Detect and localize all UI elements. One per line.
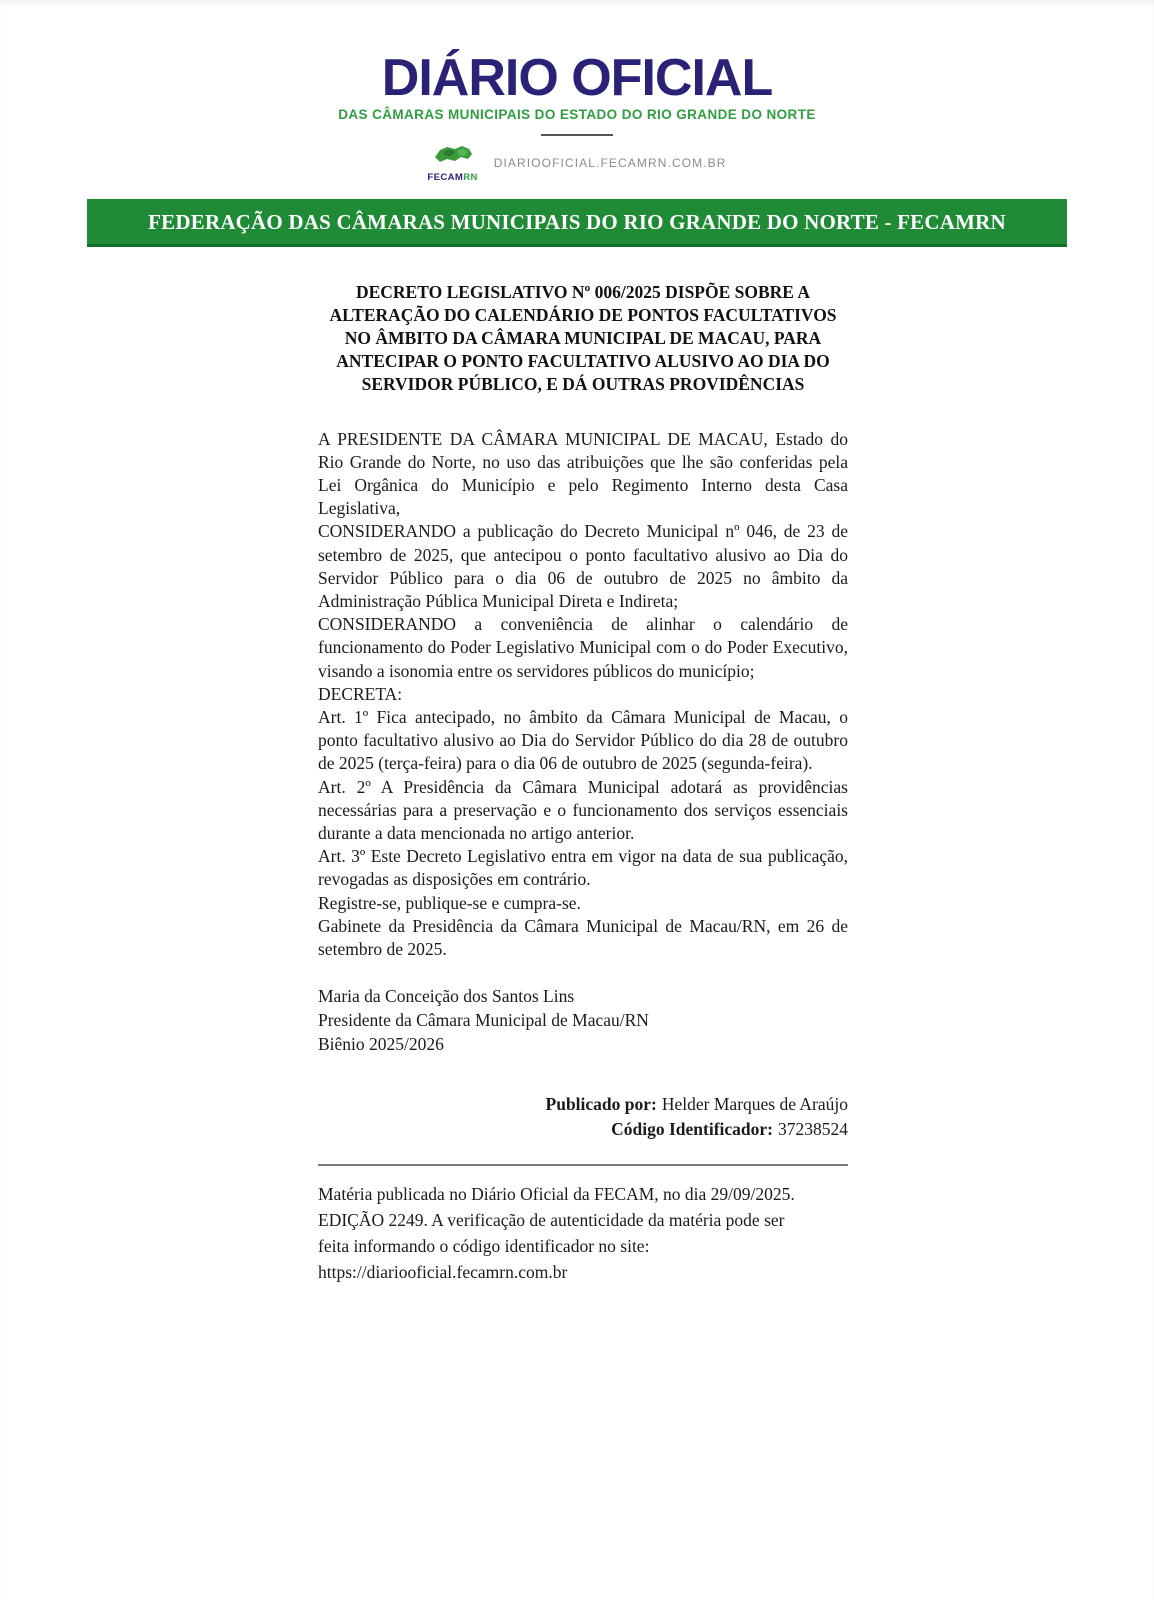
decree-paragraph-art-3: Art. 3º Este Decreto Legislativo entra em vigor na data de sua publicação, revogadas as disposições em contrário. (318, 846, 848, 890)
decree-content (318, 281, 848, 1286)
decree-title: DECRETO LEGISLATIVO Nº 006/2025 DISPÕE SOBRE A ALTERAÇÃO DO CALENDÁRIO DE PONTOS FACULTATIVOS NO ÂMBITO DA CÂMARA MUNICIPAL DE MACAU, PARA ANTECIPAR O PONTO FACULTATIVO ALUSIVO AO DIA DO SERVIDOR PÚBLICO, E DÁ OUTRAS PROVIDÊNCIAS (329, 281, 837, 394)
publication-info (318, 1092, 848, 1142)
masthead-divider (541, 134, 613, 136)
decree-body (318, 428, 848, 962)
code-identifier-value: 37238524 (778, 1119, 848, 1140)
footer-note-line-3: feita informando o código identificador no site: (318, 1236, 650, 1257)
published-by-value: Helder Marques de Araújo (661, 1094, 848, 1115)
decree-paragraph-preamble: A PRESIDENTE DA CÂMARA MUNICIPAL DE MACAU, Estado do Rio Grande do Norte, no uso das atribuições que lhe são conferidas pela Lei Orgânica do Município e pelo Regimento Interno desta Casa Legislativa, (318, 428, 848, 519)
federation-banner (87, 199, 1067, 247)
footer-divider (318, 1164, 848, 1166)
fecamrn-logo-text (427, 173, 477, 183)
federation-banner-text: FEDERAÇÃO DAS CÂMARAS MUNICIPAIS DO RIO GRANDE DO NORTE - FECAMRN (148, 209, 1006, 234)
footer-note (318, 1181, 848, 1285)
footer-note-line-1: Matéria publicada no Diário Oficial da FECAM, no dia 29/09/2025. (318, 1184, 795, 1205)
fecamrn-map-icon (431, 144, 475, 172)
decree-paragraph-considerando-1: CONSIDERANDO a publicação do Decreto Municipal nº 046, de 23 de setembro de 2025, que antecipou o ponto facultativo alusivo ao Dia do Servidor Público para o dia 06 de outubro de 2025 no âmbito da Administração Pública Municipal Direta e Indireta; (318, 521, 848, 611)
signature-block (318, 984, 848, 1056)
decree-paragraph-art-1: Art. 1º Fica antecipado, no âmbito da Câmara Municipal de Macau, o ponto facultativo alusivo ao Dia do Servidor Público do dia 28 de outubro de 2025 (terça-feira) para o dia 06 de outubro de 2025 (segunda-feira). (318, 706, 848, 774)
decree-paragraph-registre: Registre-se, publique-se e cumpra-se. (318, 892, 581, 913)
site-url-label: DIARIOOFICIAL.FECAMRN.COM.BR (493, 156, 727, 171)
signature-role: Presidente da Câmara Municipal de Macau/RN (318, 1010, 649, 1031)
decree-paragraph-art-2: Art. 2º A Presidência da Câmara Municipal adotará as providências necessárias para a preservação e o funcionamento dos serviços essenciais durante a data mencionada no artigo anterior. (318, 776, 848, 843)
code-identifier-line (318, 1117, 848, 1142)
fecam-logo-text-rn: RN (463, 172, 478, 183)
fecam-logo-text-fecam: FECAM (427, 172, 464, 183)
decree-paragraph-considerando-2: CONSIDERANDO a conveniência de alinhar o calendário de funcionamento do Poder Legislativo Municipal com o do Poder Executivo, visando a isonomia entre os servidores públicos do município; (318, 614, 848, 681)
signature-term: Biênio 2025/2026 (318, 1034, 444, 1055)
signature-name: Maria da Conceição dos Santos Lins (318, 986, 575, 1007)
masthead-title: DIÁRIO OFICIAL (381, 49, 773, 107)
published-by-label: Publicado por: (545, 1094, 657, 1115)
decree-paragraph-decreta: DECRETA: (318, 683, 403, 704)
masthead (0, 0, 1154, 183)
published-by-line (318, 1092, 848, 1117)
footer-url: https://diariooficial.fecamrn.com.br (318, 1262, 568, 1283)
decree-paragraph-gabinete: Gabinete da Presidência da Câmara Municipal de Macau/RN, em 26 de setembro de 2025. (318, 915, 848, 959)
masthead-subtitle: DAS CÂMARAS MUNICIPAIS DO ESTADO DO RIO GRANDE DO NORTE (338, 107, 816, 122)
footer-note-line-2: EDIÇÃO 2249. A verificação de autenticidade da matéria pode ser (318, 1210, 785, 1231)
fecamrn-logo (427, 144, 477, 183)
masthead-brand-row (0, 144, 1154, 183)
code-identifier-label: Código Identificador: (611, 1119, 773, 1140)
